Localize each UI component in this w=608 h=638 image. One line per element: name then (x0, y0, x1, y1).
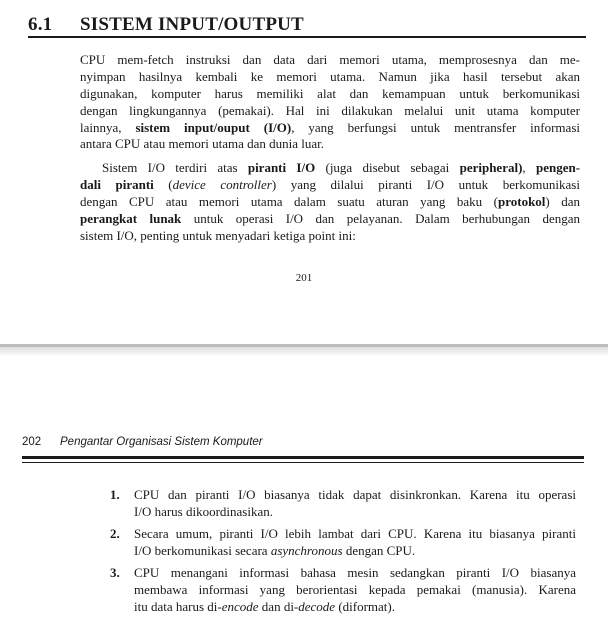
text-run: dengan CPU atau memori utama dalam suatu aturan yang baku ( (80, 193, 498, 209)
page-number: 202 (22, 436, 42, 448)
text-run: Sistem I/O terdiri atas (102, 160, 248, 175)
text-run: (juga disebut sebagai (315, 160, 460, 175)
text-line (134, 598, 576, 615)
text-run: untuk operasi I/O dan pelayanan. Dalam berhubungan dengan (181, 210, 580, 226)
text-run: ( (153, 176, 173, 192)
bold-term: sistem input/ouput (I/O) (135, 119, 292, 135)
running-head-rule-thin (22, 462, 584, 463)
numbered-list (110, 486, 576, 620)
bold-term: protokol (497, 193, 546, 209)
bold-term: peripheral) (459, 160, 523, 175)
text-run: itu data harus di- (134, 599, 222, 614)
text-line (134, 542, 576, 559)
text-line: Secara umum, piranti I/O lebih lambat dari CPU. Karena itu biasanya piranti (134, 526, 576, 541)
page-gutter-edge (0, 344, 608, 347)
text-run: dan di- (258, 599, 299, 614)
list-number: 2. (110, 526, 120, 541)
italic-term: device controller (172, 176, 272, 192)
list-item (110, 486, 576, 520)
list-item (110, 525, 576, 559)
text-line: CPU menangani informasi bahasa mesin sedangkan piranti I/O biasanya (134, 565, 576, 580)
text-line: I/O harus dikoordinasikan. (134, 504, 274, 519)
text-line (80, 211, 580, 228)
page-number: 201 (295, 272, 313, 284)
bold-term: piranti I/O (247, 160, 316, 175)
list-item (110, 564, 576, 615)
bold-term: dali piranti (80, 176, 154, 192)
text-line: digunakan, komputer harus memiliki alat dan kemampuan untuk berkomunikasi (80, 85, 580, 101)
text-line: sistem I/O, penting untuk menyadari ketiga point ini: (80, 227, 356, 243)
bold-term: pengen- (535, 160, 581, 175)
text-line: CPU mem-fetch instruksi dan data dari memori utama, memprosesnya dan me- (80, 52, 580, 67)
running-head-rule (22, 456, 584, 459)
text-run: lainnya, (80, 119, 136, 135)
text-run: , yang berfungsi untuk mentransfer informasi (291, 119, 580, 135)
text-line (80, 194, 580, 211)
text-run: , (522, 160, 536, 175)
list-number: 3. (110, 565, 120, 580)
text-run: ) yang dilalui piranti I/O untuk berkomunikasi (271, 176, 580, 192)
section-title: SISTEM INPUT/OUTPUT (80, 14, 304, 35)
text-run: I/O berkomunikasi secara (134, 543, 271, 558)
italic-term: asynchronous (270, 543, 343, 558)
text-run: ) dan (545, 193, 580, 209)
text-line (80, 160, 580, 177)
text-line: antara CPU atau memori utama dan dunia luar. (80, 136, 325, 152)
paragraph-2 (80, 160, 580, 244)
text-line: CPU dan piranti I/O biasanya tidak dapat disinkronkan. Karena itu operasi (134, 487, 576, 502)
paragraph-1 (80, 52, 580, 153)
text-line: dengan lingkungannya (pemakai). Hal ini dilakukan melalui unit utama komputer (80, 102, 580, 118)
text-line (80, 177, 580, 194)
text-line: nyimpan hasilnya kembali ke memori utama. Namun jika hasil tersebut akan (80, 68, 580, 84)
text-line: membawa informasi yang berorientasi kepada pemakai (manusia). Karena (134, 582, 576, 597)
text-run: dengan CPU. (342, 543, 416, 558)
section-number: 6.1 (28, 14, 53, 35)
list-number: 1. (110, 487, 120, 502)
italic-term: decode (298, 599, 336, 614)
text-line (80, 120, 580, 137)
text-run: (diformat). (335, 599, 395, 614)
bold-term: perangkat lunak (80, 210, 182, 226)
heading-rule (28, 36, 586, 38)
running-head (22, 436, 582, 454)
italic-term: encode (221, 599, 259, 614)
book-title: Pengantar Organisasi Sistem Komputer (60, 436, 263, 448)
